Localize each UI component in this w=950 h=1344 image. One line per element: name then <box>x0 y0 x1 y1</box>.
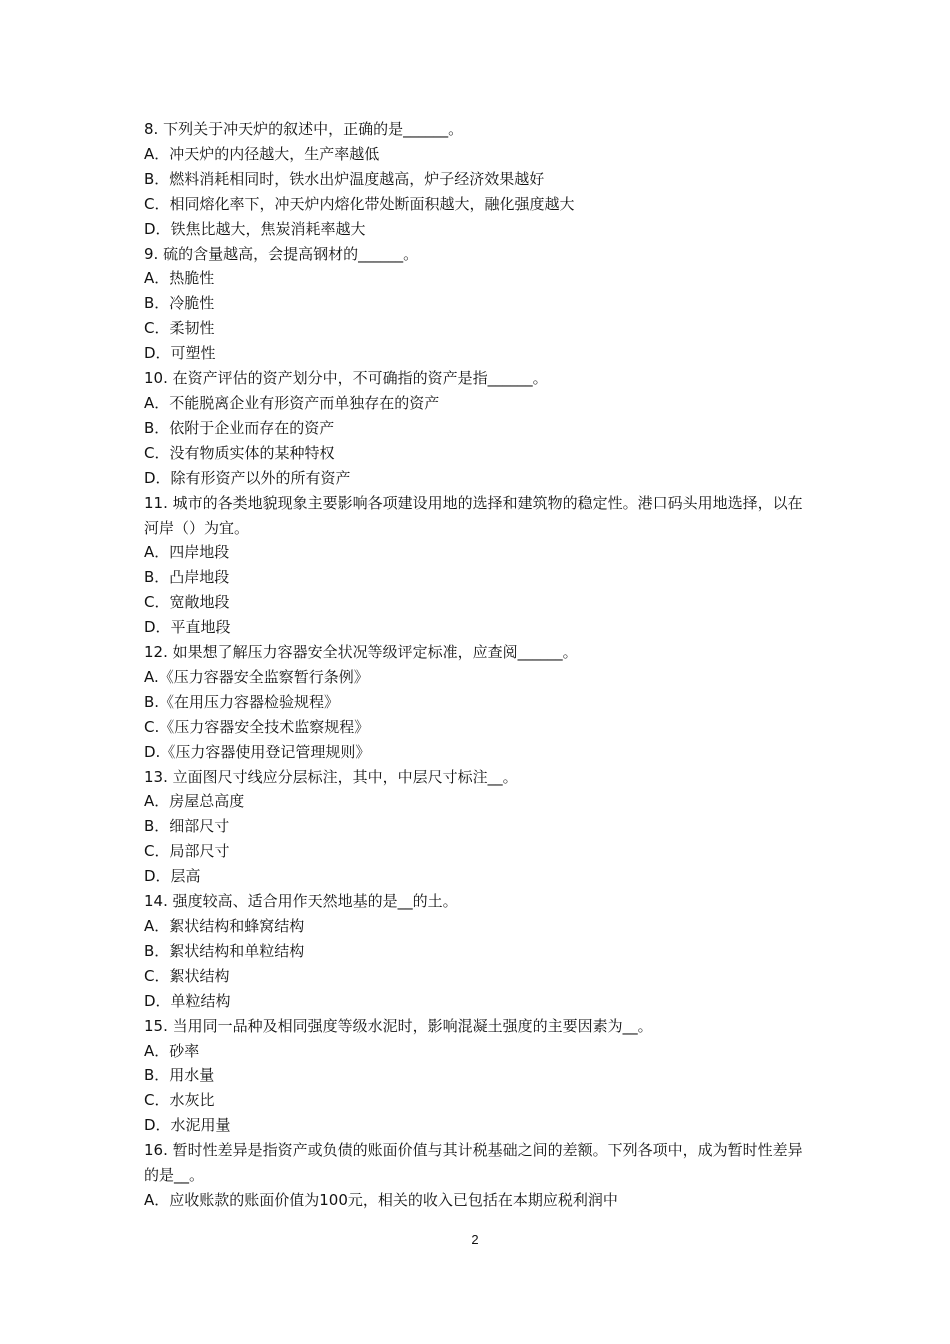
question-stem <box>144 889 816 914</box>
question-number: 14. <box>144 892 168 911</box>
answer-option: B．细部尺寸 <box>144 817 230 836</box>
answer-option: D．水泥用量 <box>144 1116 231 1135</box>
answer-option: C．局部尺寸 <box>144 842 230 861</box>
answer-option: D.《压力容器使用登记管理规则》 <box>144 742 371 761</box>
answer-option: D．可塑性 <box>144 344 216 363</box>
answer-option: D．平直地段 <box>144 618 231 637</box>
answer-option: C．相同熔化率下，冲天炉内熔化带处断面积越大，融化强度越大 <box>144 194 575 213</box>
answer-option: A．絮状结构和蜂窝结构 <box>144 917 305 935</box>
question-stem <box>144 640 816 665</box>
answer-option: A．房屋总高度 <box>144 792 245 811</box>
answer-option: A．砂率 <box>144 1041 200 1060</box>
question-stem <box>144 242 816 267</box>
question-list <box>144 117 816 1213</box>
answer-option: C．絮状结构 <box>144 966 230 985</box>
question-number: 12. <box>144 643 168 662</box>
answer-option: D．层高 <box>144 867 201 886</box>
answer-option: D．单粒结构 <box>144 991 231 1010</box>
question-number: 8. <box>144 120 159 138</box>
question-number: 13. <box>144 767 168 786</box>
question-stem <box>144 366 816 391</box>
answer-option: A．四岸地段 <box>144 543 230 562</box>
answer-option: D．除有形资产以外的所有资产 <box>144 468 351 487</box>
question-number: 15. <box>144 1016 168 1035</box>
question-text: 立面图尺寸线应分层标注，其中，中层尺寸标注__。 <box>172 767 518 786</box>
answer-option: B．絮状结构和单粒结构 <box>144 941 305 960</box>
answer-option: A.《压力容器安全监察暂行条例》 <box>144 667 369 686</box>
page-number: 2 <box>471 1232 479 1247</box>
answer-option: A．热脆性 <box>144 269 215 288</box>
question-text: 城市的各类地貌现象主要影响各项建设用地的选择和建筑物的稳定性。港口码头用地选择，以在河岸（）为宜。 <box>144 493 803 537</box>
question-text: 如果想了解压力容器安全状况等级评定标准，应查阅______。 <box>172 643 578 662</box>
answer-option: B．凸岸地段 <box>144 568 230 587</box>
answer-option: B．用水量 <box>144 1066 215 1085</box>
answer-option: A．冲天炉的内径越大，生产率越低 <box>144 144 380 163</box>
question-number: 10. <box>144 369 168 388</box>
question-stem <box>144 117 816 142</box>
question-stem <box>144 765 816 790</box>
question-text: 强度较高、适合用作天然地基的是__的土。 <box>172 892 458 911</box>
question-stem <box>144 1138 816 1188</box>
question-stem <box>144 491 816 541</box>
answer-option: D．铁焦比越大，焦炭消耗率越大 <box>144 219 366 238</box>
question-number: 9. <box>144 244 159 263</box>
answer-option: B．燃料消耗相同时，铁水出炉温度越高，炉子经济效果越好 <box>144 169 545 188</box>
answer-option: C．没有物质实体的某种特权 <box>144 443 335 462</box>
answer-option: B．冷脆性 <box>144 294 215 313</box>
question-text: 在资产评估的资产划分中，不可确指的资产是指______。 <box>172 369 548 388</box>
answer-option: B．依附于企业而存在的资产 <box>144 418 335 437</box>
question-text: 硫的含量越高，会提高钢材的______。 <box>163 244 419 263</box>
answer-option: A．不能脱离企业有形资产而单独存在的资产 <box>144 393 440 412</box>
answer-option: B.《在用压力容器检验规程》 <box>144 692 340 711</box>
answer-option: C．水灰比 <box>144 1091 215 1110</box>
answer-option: C.《压力容器安全技术监察规程》 <box>144 717 370 736</box>
question-stem <box>144 1014 816 1039</box>
question-number: 16. <box>144 1141 168 1160</box>
answer-option: A．应收账款的账面价值为100元，相关的收入已包括在本期应税利润中 <box>144 1190 618 1209</box>
question-text: 下列关于冲天炉的叙述中，正确的是______。 <box>163 120 464 138</box>
answer-option: C．柔韧性 <box>144 319 215 338</box>
answer-option: C．宽敞地段 <box>144 593 230 612</box>
question-number: 11. <box>144 493 168 512</box>
question-text: 暂时性差异是指资产或负债的账面价值与其计税基础之间的差额。下列各项中，成为暂时性差异的是__。 <box>144 1141 803 1185</box>
question-text: 当用同一品种及相同强度等级水泥时，影响混凝土强度的主要因素为__。 <box>172 1016 653 1035</box>
